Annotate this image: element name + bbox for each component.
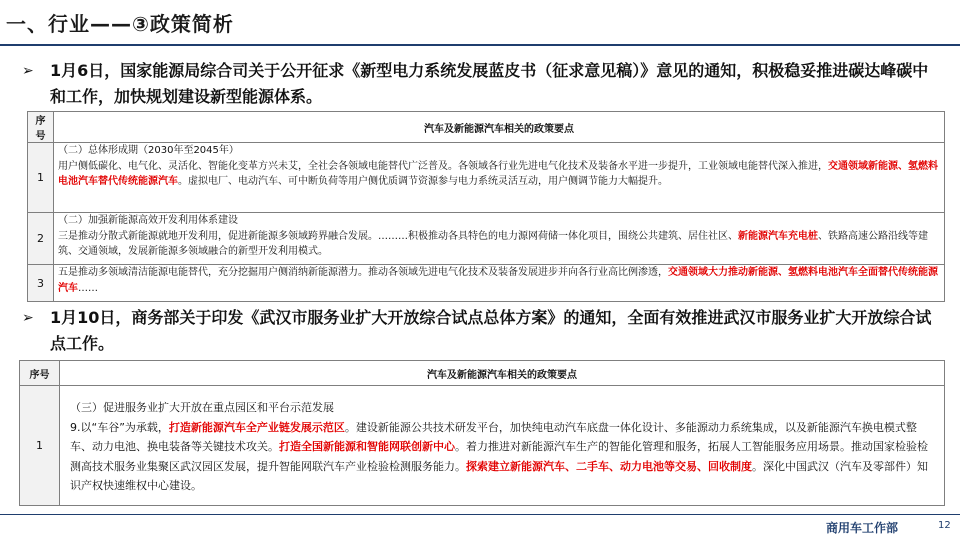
policy-text-segment: 。着力推进对新能源汽车生产的智能化管理和服务，拓展人工智能服务应用场景。推动国家检验检测高技术服务业集聚区武汉园区发展，提升智能网联汽车产业检验检测服务能力。 [70, 440, 928, 473]
footer-department: 商用车工作部 [826, 521, 899, 535]
highlighted-policy-text: 打造新能源汽车全产业链发展示范区 [168, 420, 345, 434]
highlighted-policy-text: 交通领域新能源、氢燃料电池汽车替代传统能源汽车 [58, 160, 938, 187]
policy-text-segment: （二）总体形成期（2030年至2045年） [58, 145, 239, 156]
policy-text-segment: 。建设新能源公共技术研发平台，加快纯电动汽车底盘一体化设计、多能源动力系统集成，以及新能源汽车换电模式整车、动力电池、换电装备等关键技术攻关。 [70, 420, 917, 453]
policy-text-segment: 五是推动多领域清洁能源电能替代，充分挖掘用户侧消纳新能源潜力。推动各领域先进电气化技术及装备发展进步并向各行业高比例渗透， [58, 267, 668, 278]
section1-heading-text: 1月6日，国家能源局综合司关于公开征求《新型电力系统发展蓝皮书（征求意见稿）》意见的通知，积极稳妥推进碳达峰碳中和工作，加快规划建设新型能源体系。 [50, 61, 929, 106]
highlighted-policy-text: 打造全国新能源和智能网联创新中心 [279, 440, 455, 453]
policy-text [60, 386, 945, 506]
policy-text-segment: 。深化中国武汉（汽车及零部件）知识产权快速维权中心建设。 [70, 459, 928, 492]
section2-heading [22, 305, 937, 357]
policy-text-segment: 9.以“车谷”为承载， [70, 420, 169, 434]
policy-text-segment: …… [78, 282, 98, 294]
policy-text [54, 143, 945, 213]
column-header-policy: 汽车及新能源汽车相关的政策要点 [60, 361, 945, 386]
page-title: 一、行业——③政策简析 [6, 12, 234, 36]
column-header-index: 序号 [28, 112, 54, 143]
policy-text-segment: 三是推动分散式新能源就地开发利用，促进新能源多领域跨界融合发展。………积极推动各具特色的电力源网荷储一体化项目，围绕公共建筑、居住社区、 [58, 230, 738, 242]
policy-text [54, 213, 945, 265]
table-row [28, 213, 945, 265]
section2-heading-text: 1月10日，商务部关于印发《武汉市服务业扩大开放综合试点总体方案》的通知，全面有效推进武汉市服务业扩大开放综合试点工作。 [50, 308, 932, 353]
policy-table-2 [19, 360, 945, 506]
bullet-arrow-icon: ➢ [22, 63, 34, 79]
policy-text-segment: 、铁路高速公路沿线等建筑、交通领域，发展新能源多领域融合的新型开发利用模式。 [58, 230, 928, 257]
column-header-index: 序号 [20, 361, 60, 386]
footer-divider [0, 514, 960, 515]
table-row [20, 386, 945, 506]
row-index: 1 [28, 143, 54, 213]
policy-text [54, 265, 945, 302]
policy-table-1 [27, 111, 945, 302]
row-index: 3 [28, 265, 54, 302]
policy-text-segment: 用户侧低碳化、电气化、灵活化、智能化变革方兴未艾，全社会各领域电能替代广泛普及。各领域各行业先进电气化技术及装备水平进一步提升，工业领域电能替代深入推进， [58, 160, 828, 172]
highlighted-policy-text: 新能源汽车充电桩 [738, 230, 818, 242]
table-row [28, 143, 945, 213]
bullet-arrow-icon: ➢ [22, 310, 34, 326]
row-index: 2 [28, 213, 54, 265]
table-row [28, 265, 945, 302]
page-number: 12 [938, 520, 951, 531]
column-header-policy: 汽车及新能源汽车相关的政策要点 [54, 112, 945, 143]
policy-text-segment: （二）加强新能源高效开发利用体系建设 [58, 215, 238, 226]
policy-text-segment: 。虚拟电厂、电动汽车、可中断负荷等用户侧优质调节资源参与电力系统灵活互动，用户侧调节能力大幅提升。 [178, 176, 668, 187]
highlighted-policy-text: 探索建立新能源汽车、二手车、动力电池等交易、回收制度 [466, 459, 752, 473]
title-divider [0, 44, 960, 46]
row-index: 1 [20, 386, 60, 506]
highlighted-policy-text: 交通领域大力推动新能源、氢燃料电池汽车全面替代传统能源汽车 [58, 267, 938, 294]
section1-heading [22, 58, 937, 110]
policy-text-segment: （三）促进服务业扩大开放在重点园区和平台示范发展 [70, 401, 334, 414]
